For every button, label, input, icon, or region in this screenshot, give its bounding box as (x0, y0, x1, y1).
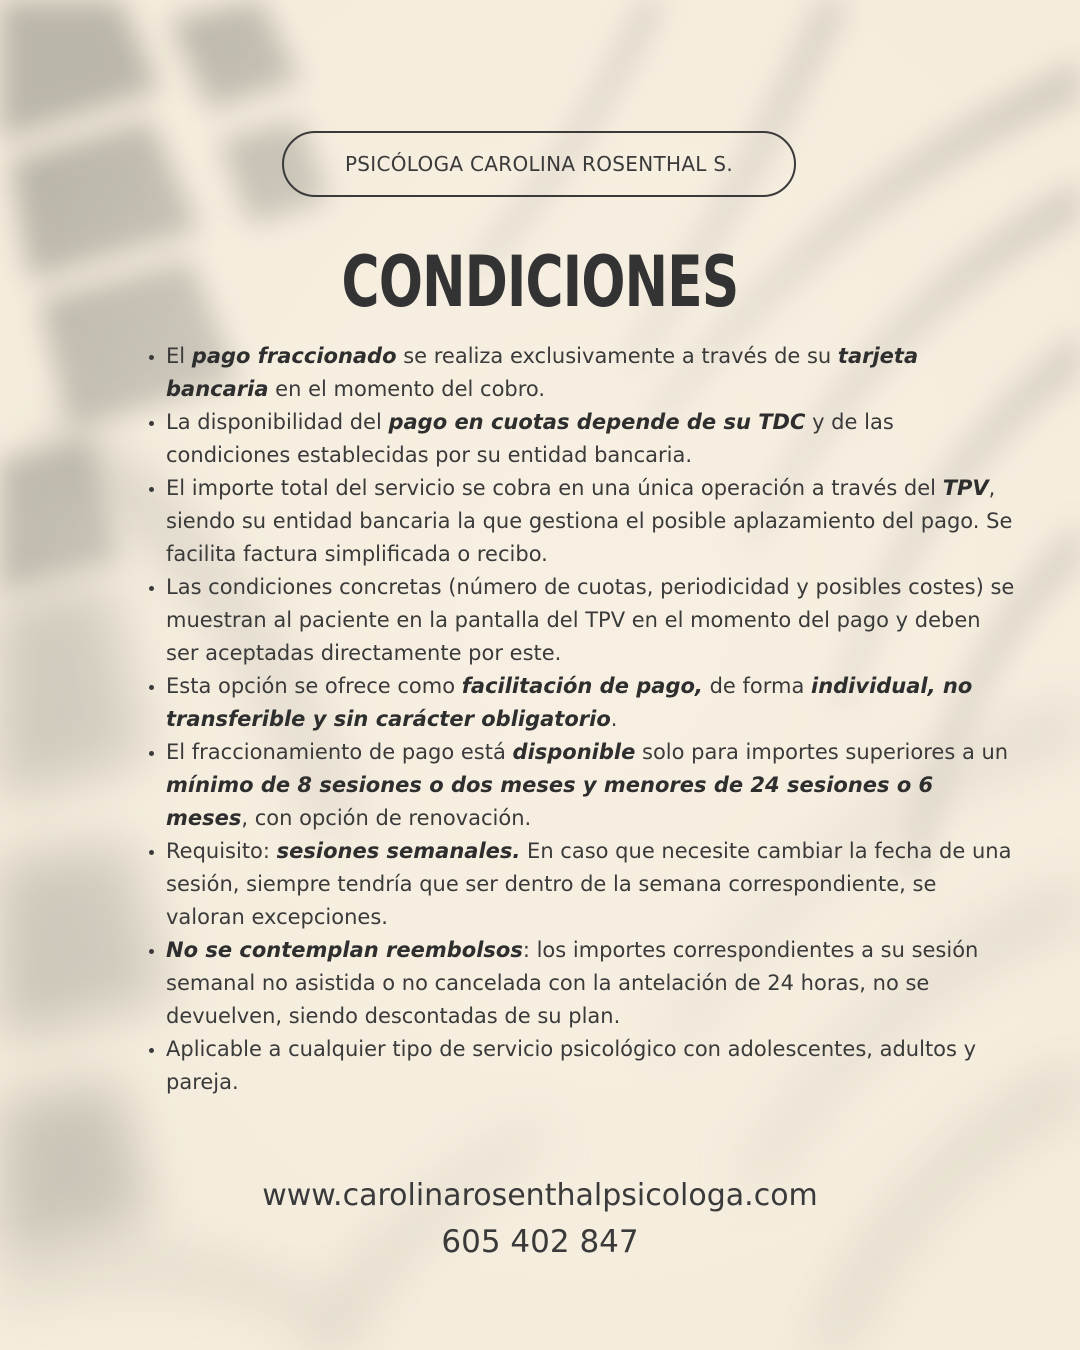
condition-item (166, 472, 1016, 571)
condition-text: La disponibilidad del (166, 410, 389, 434)
condition-item (166, 670, 1016, 736)
condition-text: y de las condiciones establecidas por su entidad bancaria. (166, 410, 894, 467)
condition-emphasis: mínimo de 8 sesiones o dos meses y menores de 24 sesiones o 6 meses (166, 773, 934, 830)
condition-item (166, 571, 1016, 670)
condition-text: se realiza exclusivamente a través de su (396, 344, 838, 368)
phone-number[interactable]: 605 402 847 (441, 1224, 639, 1260)
condition-text: En caso que necesite cambiar la fecha de una sesión, siempre tendría que ser dentro de la semana correspondiente, se valoran excepciones. (166, 839, 1012, 929)
condition-item (166, 340, 1016, 406)
condition-emphasis: disponible (512, 740, 636, 764)
condition-text: Las condiciones concretas (número de cuotas, periodicidad y posibles costes) se muestran al paciente en la pantalla del TPV en el momento del pago y deben ser aceptadas directamente por este. (166, 575, 1015, 665)
condition-emphasis: sesiones semanales. (276, 839, 521, 863)
condition-text: Aplicable a cualquier tipo de servicio psicológico con adolescentes, adultos y pareja. (166, 1037, 977, 1094)
condition-item (166, 736, 1016, 835)
brand-pill (282, 131, 796, 197)
condition-text: : los importes correspondientes a su sesión semanal no asistida o no cancelada con la antelación de 24 horas, no se devuelven, siendo descontadas de su plan. (166, 938, 979, 1028)
condition-text: El fraccionamiento de pago está (166, 740, 513, 764)
condition-item (166, 1033, 1016, 1099)
condition-text: El (166, 344, 192, 368)
condition-text: solo para importes superiores a un (635, 740, 1009, 764)
condition-emphasis: individual, no transferible y sin carácter obligatorio (166, 674, 973, 731)
brand-name: PSICÓLOGA CAROLINA ROSENTHAL S. (344, 152, 734, 176)
condition-emphasis: pago en cuotas depende de su TDC (388, 410, 806, 434)
website-link[interactable]: www.carolinarosenthalpsicologa.com (262, 1178, 818, 1213)
condition-text: . (610, 707, 618, 731)
condition-text: , siendo su entidad bancaria la que gestiona el posible aplazamiento del pago. Se facilita factura simplificada o recibo. (166, 476, 1013, 566)
condition-text: Requisito: (166, 839, 277, 863)
condition-emphasis: facilitación de pago, (461, 674, 703, 698)
condition-item (166, 835, 1016, 934)
condition-text: de forma (702, 674, 811, 698)
condition-text: , con opción de renovación. (241, 806, 532, 830)
condition-item (166, 934, 1016, 1033)
condition-emphasis: TPV (942, 476, 989, 500)
condition-text: en el momento del cobro. (268, 377, 546, 401)
condition-item (166, 406, 1016, 472)
page-title: CONDICIONES (341, 241, 739, 323)
condition-text: Esta opción se ofrece como (166, 674, 462, 698)
condition-emphasis: pago fraccionado (191, 344, 397, 368)
conditions-list (140, 340, 1016, 1099)
condition-emphasis: No se contemplan reembolsos (166, 938, 523, 962)
condition-text: El importe total del servicio se cobra en una única operación a través del (166, 476, 943, 500)
condition-emphasis: tarjeta bancaria (166, 344, 919, 401)
